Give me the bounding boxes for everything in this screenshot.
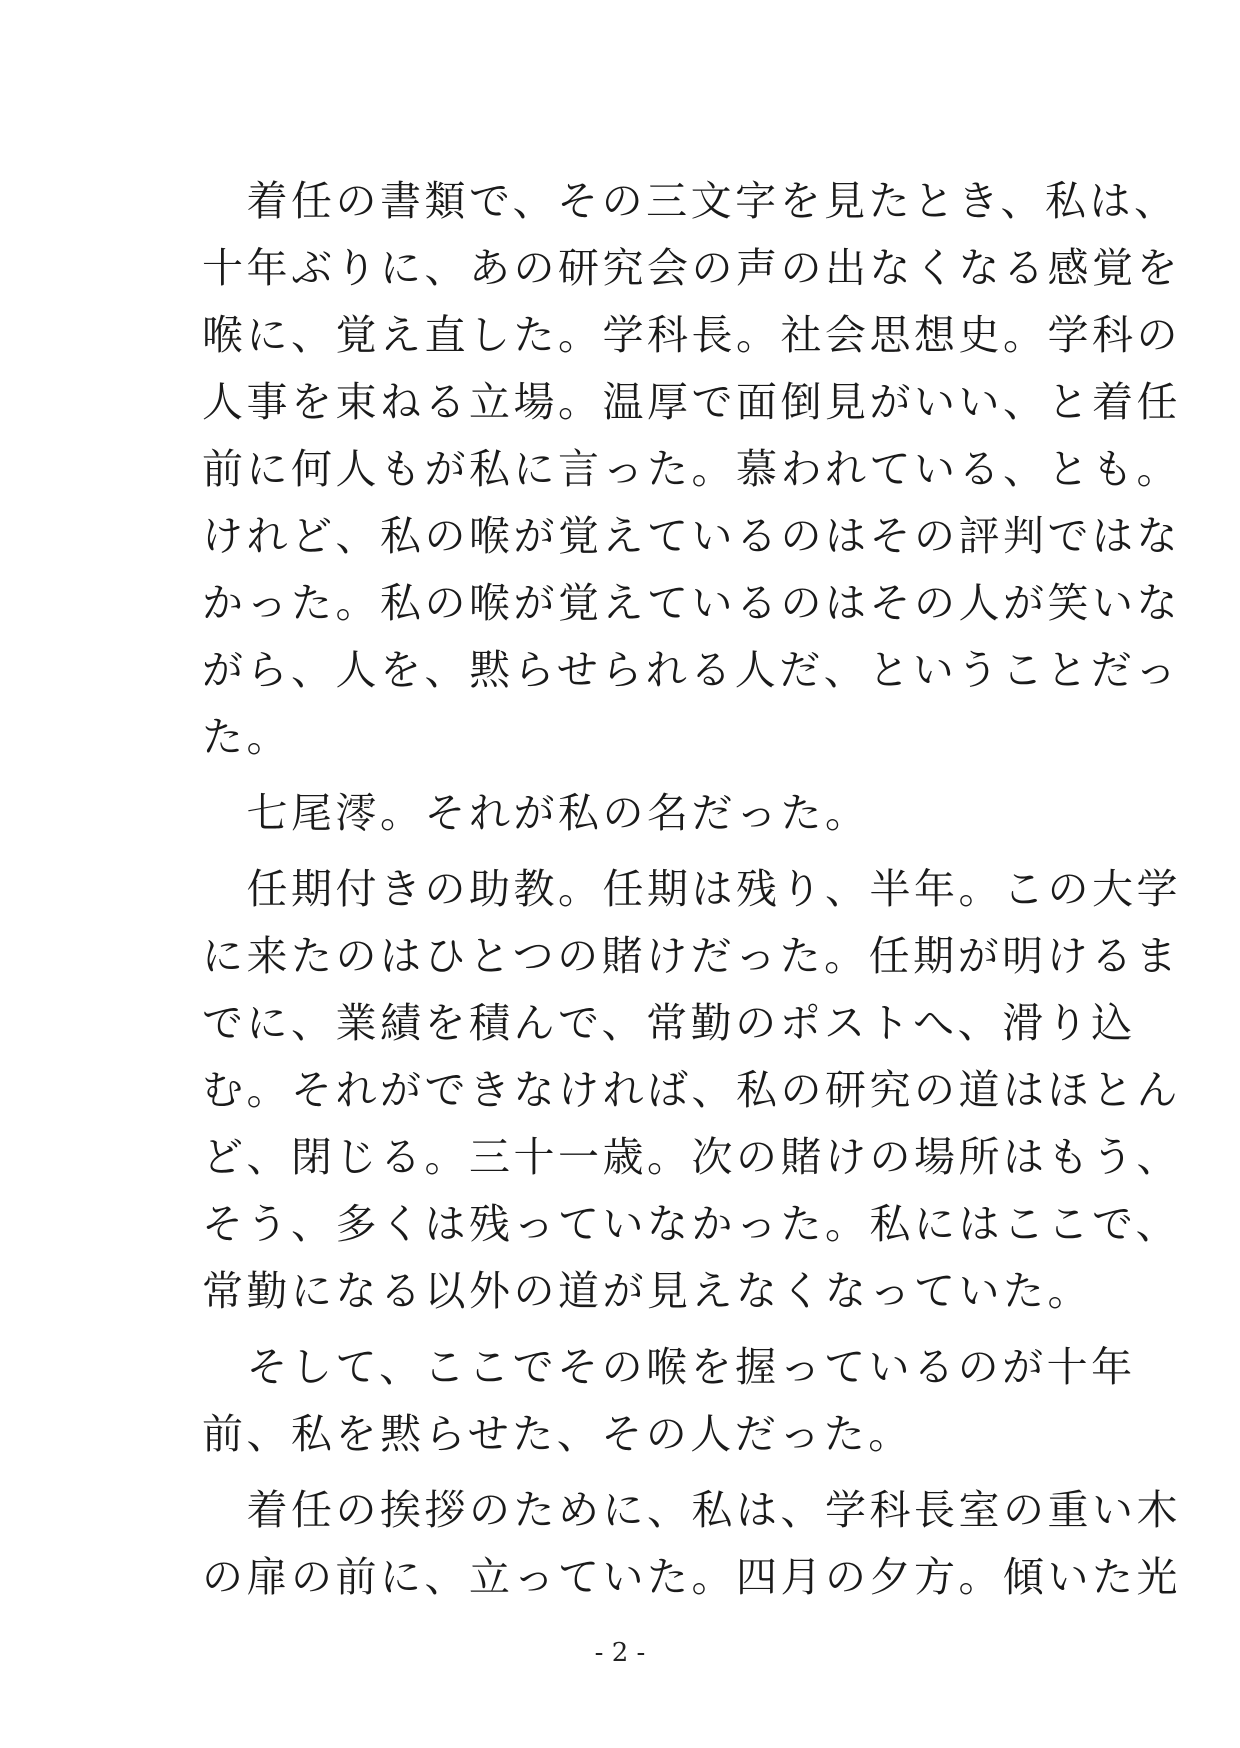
text-line: かった。私の喉が覚えているのはその人が笑いな <box>202 579 1181 627</box>
text-line: 喉に、覚え直した。学科長。社会思想史。学科の <box>202 311 1181 359</box>
text-line: 任期付きの助教。任期は残り、半年。この大学 <box>202 865 1181 913</box>
paragraph-1 <box>202 168 1181 771</box>
text-line: 前、私を黙らせた、その人だった。 <box>202 1410 913 1458</box>
paragraph-3 <box>202 856 1181 1325</box>
text-line: 着任の書類で、その三文字を見たとき、私は、 <box>202 177 1179 225</box>
text-line: けれど、私の喉が覚えているのはその評判ではな <box>202 512 1181 560</box>
text-line: 七尾澪。それが私の名だった。 <box>202 789 870 837</box>
text-line: に来たのはひとつの賭けだった。任期が明けるま <box>202 932 1181 980</box>
text-line: そう、多くは残っていなかった。私にはここで、 <box>202 1200 1181 1248</box>
text-line: 人事を束ねる立場。温厚で面倒見がいい、と着任 <box>202 378 1181 426</box>
page-number: - 2 - <box>594 1638 646 1668</box>
paragraph-2 <box>202 780 1052 847</box>
text-line: の扉の前に、立っていた。四月の夕方。傾いた光 <box>202 1553 1181 1601</box>
body-text <box>202 168 1181 1611</box>
text-line: ど、閉じる。三十一歳。次の賭けの場所はもう、 <box>202 1133 1181 1181</box>
text-line: そして、ここでその喉を握っているのが十年 <box>202 1343 1136 1391</box>
text-line: 十年ぶりに、あの研究会の声の出なくなる感覚を <box>202 244 1181 292</box>
paragraph-5 <box>202 1477 1181 1611</box>
text-line: 前に何人もが私に言った。慕われている、とも。 <box>202 445 1181 493</box>
text-line: 着任の挨拶のために、私は、学科長室の重い木 <box>202 1486 1181 1534</box>
text-line: 常勤になる以外の道が見えなくなっていた。 <box>202 1267 1092 1315</box>
text-line: む。それができなければ、私の研究の道はほとん <box>202 1066 1181 1114</box>
paragraph-4 <box>202 1334 1136 1468</box>
text-line: た。 <box>202 713 291 761</box>
text-line: でに、業績を積んで、常勤のポストへ、滑り込 <box>202 999 1136 1047</box>
text-line: がら、人を、黙らせられる人だ、ということだっ <box>202 646 1180 694</box>
